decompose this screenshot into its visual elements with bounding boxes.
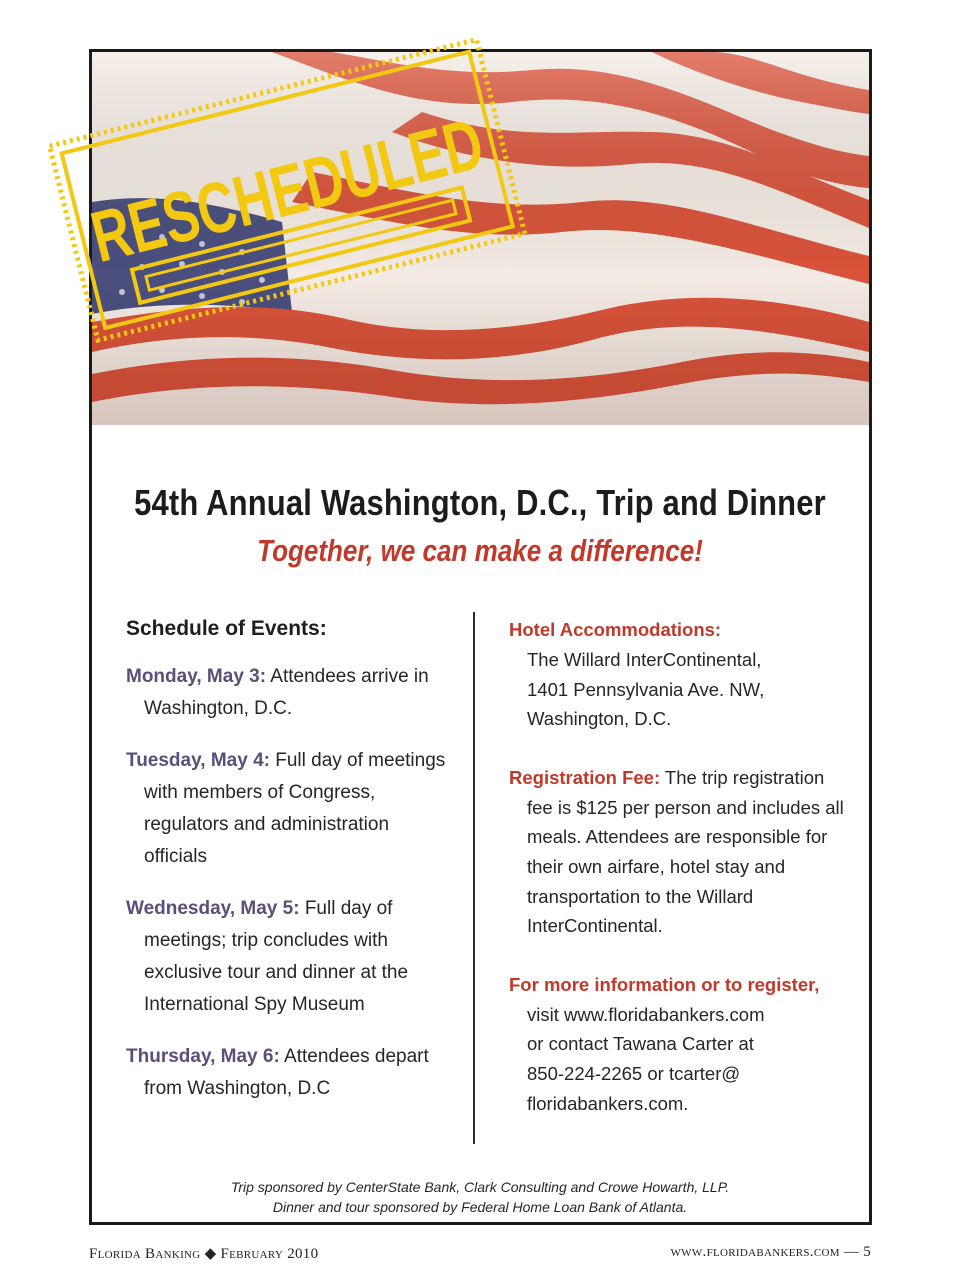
more-info-section (509, 970, 849, 1118)
hotel-line: Washington, D.C. (527, 708, 672, 730)
registration-section (509, 763, 849, 941)
hotel-address (509, 645, 849, 734)
schedule-heading: Schedule of Events: (126, 617, 327, 640)
more-info-line: or contact Tawana Carter at (527, 1033, 754, 1055)
event-description: Full day of meetings with members of Congress, regulators and administration officials (144, 750, 446, 867)
event-description: Attendees depart from Washington, D.C (144, 1046, 429, 1099)
footer-publication: Florida Banking ◆ February 2010 (89, 1246, 319, 1262)
hotel-heading: Hotel Accommodations: (509, 619, 722, 640)
schedule-event (126, 745, 456, 873)
event-day: Thursday, May 6: (126, 1046, 280, 1067)
more-info-body (509, 1000, 849, 1118)
more-info-line: 850-224-2265 or tcarter@ (527, 1062, 741, 1084)
sponsors-note (0, 1177, 960, 1217)
registration-text: The trip registration fee is $125 per person and includes all meals. Attendees are responsible for their own airfare, hotel stay and transportation to the Willard InterContinental. (527, 766, 844, 937)
sponsor-line: Trip sponsored by CenterState Bank, Clark Consulting and Crowe Howarth, LLP. (230, 1179, 730, 1195)
schedule-event (126, 893, 456, 1021)
column-divider (473, 612, 475, 1144)
flag-illustration (92, 52, 869, 425)
footer-page-number: www.floridabankers.com — 5 (670, 1244, 871, 1260)
event-description: Attendees arrive in Washington, D.C. (144, 666, 429, 719)
schedule-event (126, 1041, 456, 1105)
hotel-section (509, 615, 849, 734)
registration-heading: Registration Fee: (509, 766, 661, 788)
american-flag-image (92, 52, 869, 425)
tagline: Together, we can make a difference! (257, 533, 703, 568)
page-title: 54th Annual Washington, D.C., Trip and Dinner (134, 482, 826, 523)
more-info-heading: For more information or to register, (509, 973, 820, 995)
details-column (509, 615, 849, 1147)
event-day: Wednesday, May 5: (126, 898, 300, 919)
hotel-line: 1401 Pennsylvania Ave. NW, (527, 678, 765, 700)
schedule-column (126, 615, 456, 1125)
sponsor-line: Dinner and tour sponsored by Federal Home Loan Bank of Atlanta. (272, 1199, 688, 1215)
stamp-text: RESCHEDULED (83, 67, 635, 279)
event-day: Monday, May 3: (126, 666, 267, 687)
event-description: Full day of meetings; trip concludes with exclusive tour and dinner at the International Spy Museum (144, 898, 409, 1015)
hotel-line: The Willard InterContinental, (527, 649, 762, 670)
schedule-event (126, 661, 456, 725)
more-info-line: visit www.floridabankers.com (527, 1003, 765, 1025)
more-info-line: floridabankers.com. (527, 1092, 689, 1114)
event-day: Tuesday, May 4: (126, 750, 270, 771)
